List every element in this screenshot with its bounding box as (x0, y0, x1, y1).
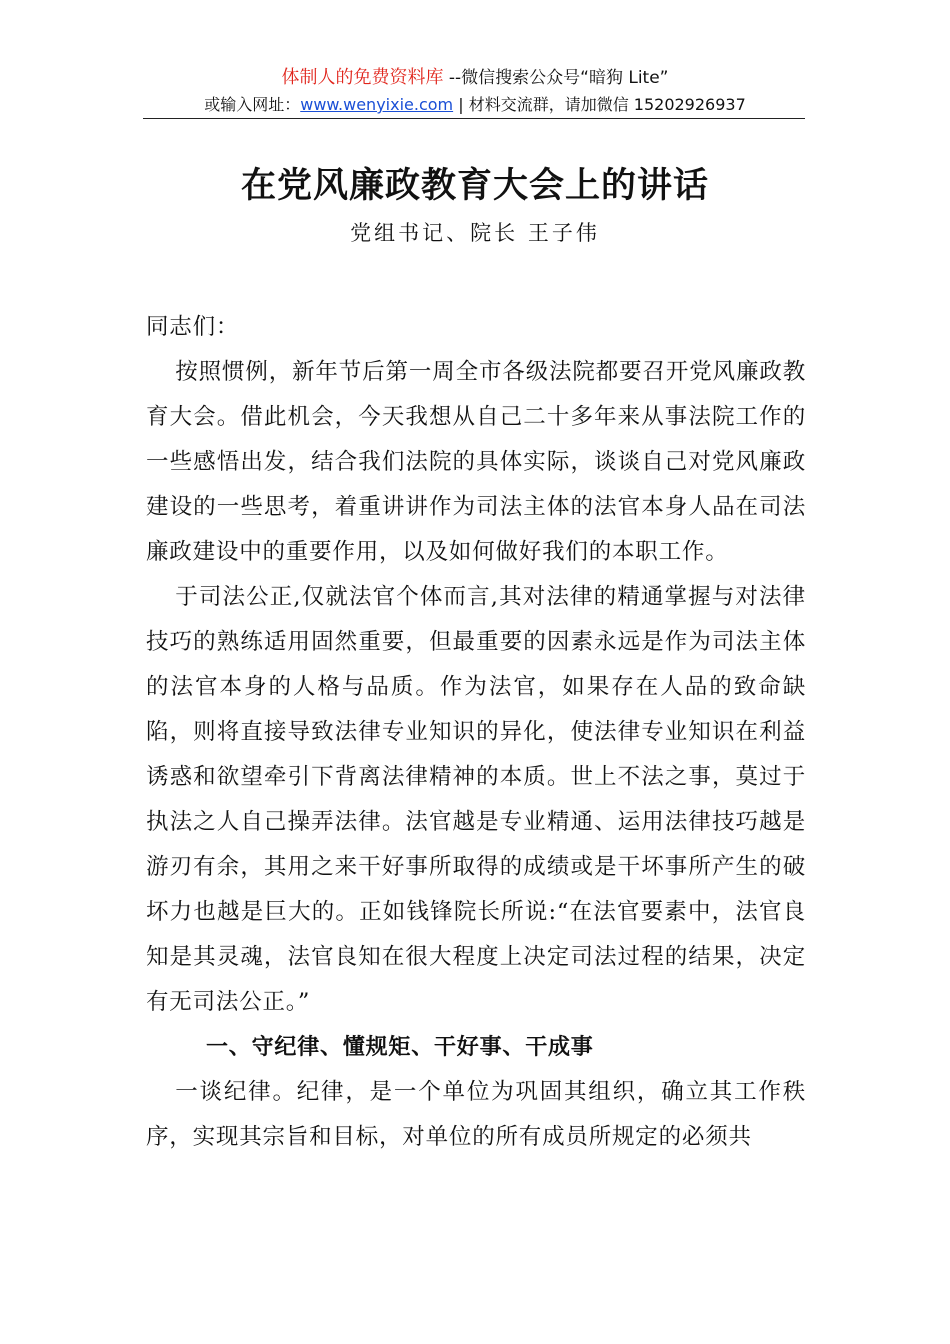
brand-text: 体制人的免费资料库 (281, 67, 444, 88)
header-divider (143, 118, 805, 119)
document-author: 党组书记、院长 王子伟 (350, 221, 600, 245)
header-line-2 (0, 93, 950, 117)
section-heading: 一、守纪律、懂规矩、干好事、干成事 (206, 1035, 594, 1060)
contact-text: | 材料交流群，请加微信 15202926937 (453, 95, 746, 114)
slogan-text: --微信搜索公众号“暗狗 Lite” (443, 68, 669, 88)
document-title: 在党风廉政教育大会上的讲话 (240, 165, 709, 206)
paragraph-1: 按照惯例，新年节后第一周全市各级法院都要召开党风廉政教育大会。借此机会，今天我想从自己二十多年来从事法院工作的一些感悟出发，结合我们法院的具体实际，谈谈自己对党风廉政建设的一些思考，着重讲讲作为司法主体的法官本身人品在司法廉政建设中的重要作用，以及如何做好我们的本职工作。 (146, 359, 806, 565)
url-prefix: 或输入网址： (204, 95, 301, 114)
salutation: 同志们： (146, 314, 240, 340)
website-link[interactable]: www.wenyixie.com (300, 95, 454, 114)
document-body (146, 305, 806, 1160)
header-line-1 (0, 66, 950, 90)
section-paragraph: 一谈纪律。纪律，是一个单位为巩固其组织，确立其工作秩序，实现其宗旨和目标，对单位的所有成员所规定的必须共 (146, 1079, 806, 1150)
paragraph-2: 于司法公正,仅就法官个体而言,其对法律的精通掌握与对法律技巧的熟练适用固然重要，但最重要的因素永远是作为司法主体的法官本身的人格与品质。作为法官，如果存在人品的致命缺陷，则将直接导致法律专业知识的异化，使法律专业知识在利益诱惑和欲望牵引下背离法律精神的本质。世上不法之事，莫过于执法之人自己操弄法律。法官越是专业精通、运用法律技巧越是游刃有余，其用之来干好事所取得的成绩或是干坏事所产生的破坏力也越是巨大的。正如钱锋院长所说:“在法官要素中，法官良知是其灵魂，法官良知在很大程度上决定司法过程的结果，决定有无司法公正。” (146, 584, 806, 1015)
